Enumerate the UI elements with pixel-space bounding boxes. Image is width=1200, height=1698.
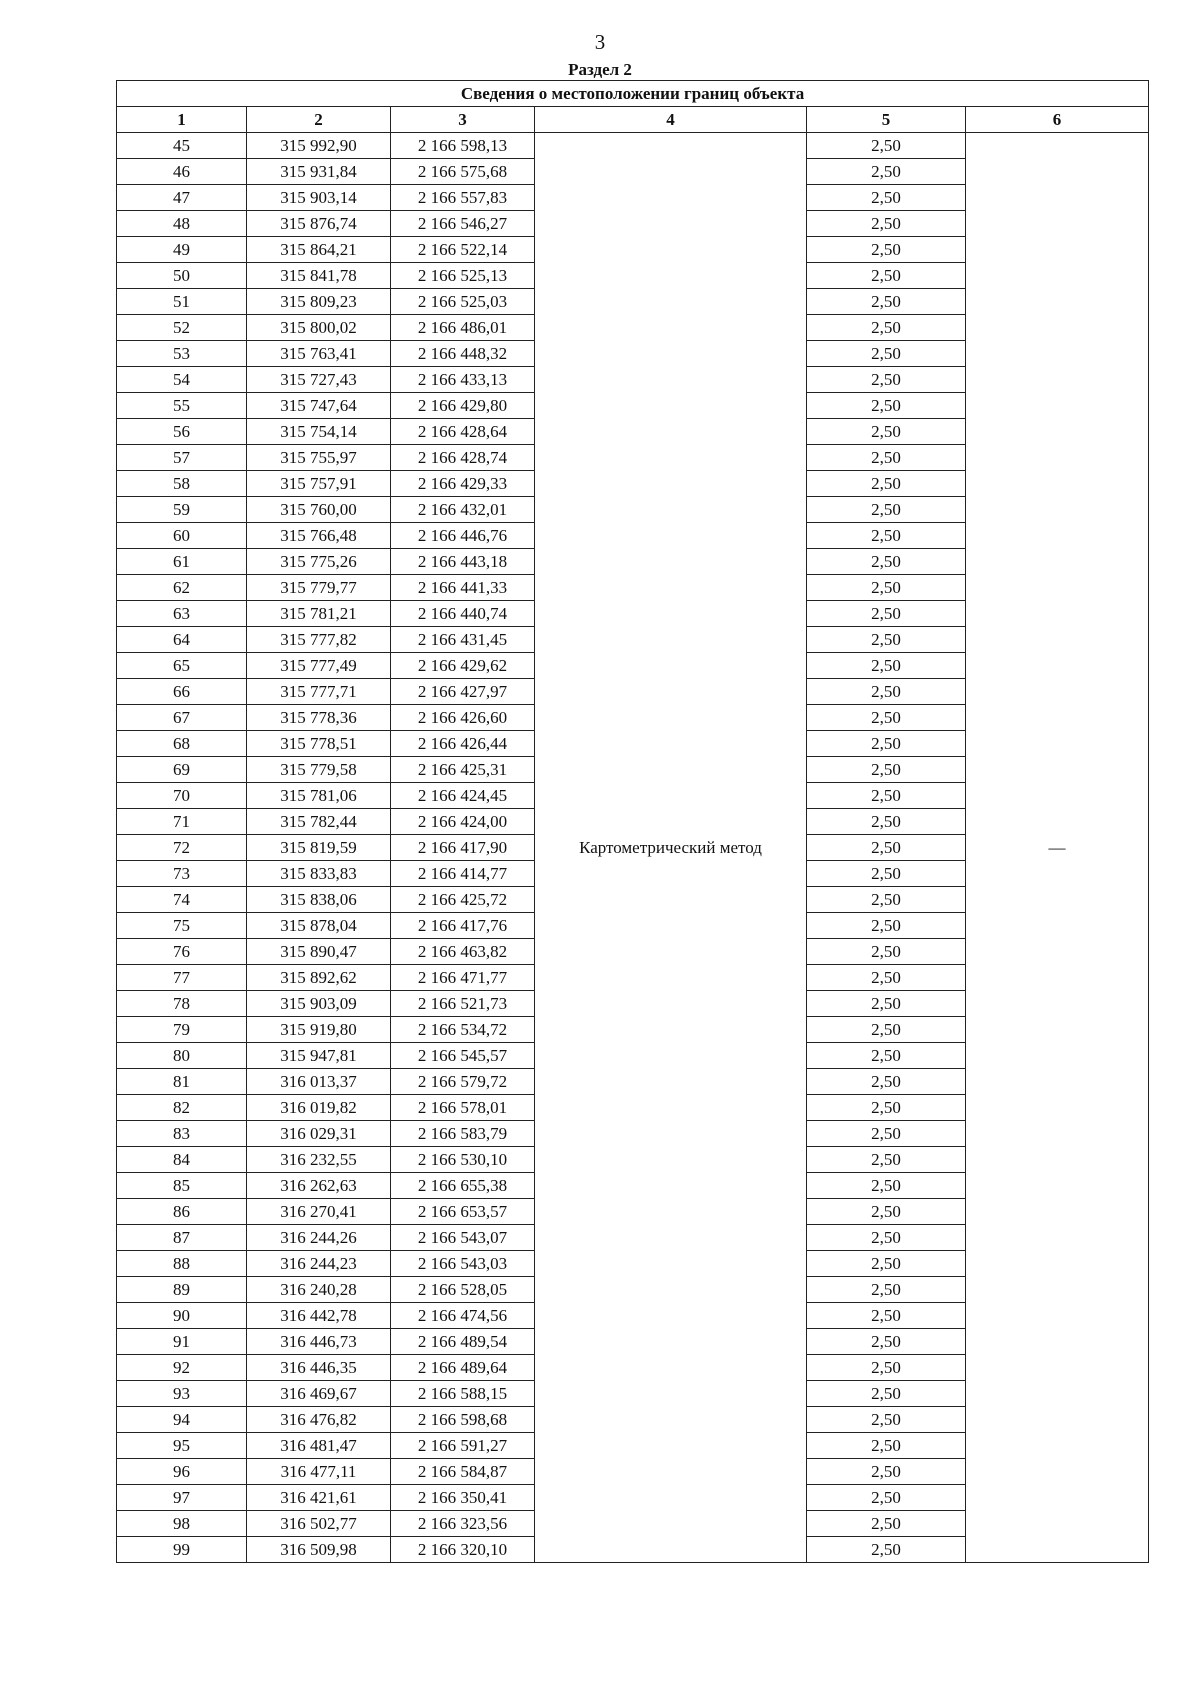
accuracy-cell: 2,50	[807, 133, 966, 159]
x-coordinate-cell: 315 760,00	[247, 497, 391, 523]
accuracy-cell: 2,50	[807, 1147, 966, 1173]
accuracy-cell: 2,50	[807, 965, 966, 991]
accuracy-cell: 2,50	[807, 159, 966, 185]
x-coordinate-cell: 316 270,41	[247, 1199, 391, 1225]
accuracy-cell: 2,50	[807, 913, 966, 939]
point-number-cell: 90	[117, 1303, 247, 1329]
accuracy-cell: 2,50	[807, 1121, 966, 1147]
point-number-cell: 59	[117, 497, 247, 523]
x-coordinate-cell: 315 763,41	[247, 341, 391, 367]
y-coordinate-cell: 2 166 528,05	[391, 1277, 535, 1303]
x-coordinate-cell: 316 019,82	[247, 1095, 391, 1121]
x-coordinate-cell: 316 509,98	[247, 1537, 391, 1563]
point-number-cell: 68	[117, 731, 247, 757]
point-number-cell: 97	[117, 1485, 247, 1511]
point-number-cell: 99	[117, 1537, 247, 1563]
accuracy-cell: 2,50	[807, 1069, 966, 1095]
point-number-cell: 53	[117, 341, 247, 367]
accuracy-cell: 2,50	[807, 575, 966, 601]
column-header: 6	[966, 107, 1149, 133]
x-coordinate-cell: 316 442,78	[247, 1303, 391, 1329]
accuracy-cell: 2,50	[807, 1043, 966, 1069]
point-number-cell: 72	[117, 835, 247, 861]
y-coordinate-cell: 2 166 579,72	[391, 1069, 535, 1095]
y-coordinate-cell: 2 166 463,82	[391, 939, 535, 965]
x-coordinate-cell: 315 864,21	[247, 237, 391, 263]
x-coordinate-cell: 315 947,81	[247, 1043, 391, 1069]
y-coordinate-cell: 2 166 441,33	[391, 575, 535, 601]
accuracy-cell: 2,50	[807, 393, 966, 419]
column-header: 2	[247, 107, 391, 133]
accuracy-cell: 2,50	[807, 1173, 966, 1199]
y-coordinate-cell: 2 166 575,68	[391, 159, 535, 185]
y-coordinate-cell: 2 166 545,57	[391, 1043, 535, 1069]
accuracy-cell: 2,50	[807, 991, 966, 1017]
x-coordinate-cell: 315 919,80	[247, 1017, 391, 1043]
accuracy-cell: 2,50	[807, 757, 966, 783]
x-coordinate-cell: 315 779,58	[247, 757, 391, 783]
y-coordinate-cell: 2 166 489,54	[391, 1329, 535, 1355]
table-header-row	[117, 107, 1149, 133]
y-coordinate-cell: 2 166 598,68	[391, 1407, 535, 1433]
x-coordinate-cell: 315 754,14	[247, 419, 391, 445]
point-number-cell: 67	[117, 705, 247, 731]
x-coordinate-cell: 315 903,09	[247, 991, 391, 1017]
y-coordinate-cell: 2 166 525,13	[391, 263, 535, 289]
boundary-table	[116, 80, 1149, 1563]
y-coordinate-cell: 2 166 426,60	[391, 705, 535, 731]
accuracy-cell: 2,50	[807, 835, 966, 861]
point-number-cell: 73	[117, 861, 247, 887]
x-coordinate-cell: 315 757,91	[247, 471, 391, 497]
point-number-cell: 66	[117, 679, 247, 705]
x-coordinate-cell: 316 262,63	[247, 1173, 391, 1199]
point-number-cell: 83	[117, 1121, 247, 1147]
y-coordinate-cell: 2 166 521,73	[391, 991, 535, 1017]
x-coordinate-cell: 316 421,61	[247, 1485, 391, 1511]
y-coordinate-cell: 2 166 427,97	[391, 679, 535, 705]
accuracy-cell: 2,50	[807, 445, 966, 471]
method-cell: Картометрический метод	[535, 133, 807, 1563]
accuracy-cell: 2,50	[807, 1277, 966, 1303]
x-coordinate-cell: 315 782,44	[247, 809, 391, 835]
point-number-cell: 86	[117, 1199, 247, 1225]
accuracy-cell: 2,50	[807, 705, 966, 731]
x-coordinate-cell: 315 833,83	[247, 861, 391, 887]
accuracy-cell: 2,50	[807, 887, 966, 913]
accuracy-cell: 2,50	[807, 497, 966, 523]
accuracy-cell: 2,50	[807, 471, 966, 497]
accuracy-cell: 2,50	[807, 367, 966, 393]
x-coordinate-cell: 315 876,74	[247, 211, 391, 237]
accuracy-cell: 2,50	[807, 549, 966, 575]
point-number-cell: 87	[117, 1225, 247, 1251]
point-number-cell: 55	[117, 393, 247, 419]
x-coordinate-cell: 315 890,47	[247, 939, 391, 965]
accuracy-cell: 2,50	[807, 237, 966, 263]
y-coordinate-cell: 2 166 424,45	[391, 783, 535, 809]
x-coordinate-cell: 315 931,84	[247, 159, 391, 185]
x-coordinate-cell: 316 244,23	[247, 1251, 391, 1277]
x-coordinate-cell: 315 800,02	[247, 315, 391, 341]
accuracy-cell: 2,50	[807, 1017, 966, 1043]
accuracy-cell: 2,50	[807, 627, 966, 653]
point-number-cell: 89	[117, 1277, 247, 1303]
point-number-cell: 64	[117, 627, 247, 653]
point-number-cell: 75	[117, 913, 247, 939]
y-coordinate-cell: 2 166 417,90	[391, 835, 535, 861]
accuracy-cell: 2,50	[807, 1329, 966, 1355]
y-coordinate-cell: 2 166 425,31	[391, 757, 535, 783]
y-coordinate-cell: 2 166 426,44	[391, 731, 535, 757]
point-number-cell: 82	[117, 1095, 247, 1121]
point-number-cell: 61	[117, 549, 247, 575]
y-coordinate-cell: 2 166 534,72	[391, 1017, 535, 1043]
x-coordinate-cell: 315 838,06	[247, 887, 391, 913]
x-coordinate-cell: 315 777,49	[247, 653, 391, 679]
x-coordinate-cell: 315 841,78	[247, 263, 391, 289]
y-coordinate-cell: 2 166 446,76	[391, 523, 535, 549]
point-number-cell: 76	[117, 939, 247, 965]
x-coordinate-cell: 315 777,71	[247, 679, 391, 705]
y-coordinate-cell: 2 166 350,41	[391, 1485, 535, 1511]
section-title: Раздел 2	[568, 60, 632, 79]
point-number-cell: 80	[117, 1043, 247, 1069]
point-number-cell: 57	[117, 445, 247, 471]
y-coordinate-cell: 2 166 448,32	[391, 341, 535, 367]
accuracy-cell: 2,50	[807, 601, 966, 627]
y-coordinate-cell: 2 166 653,57	[391, 1199, 535, 1225]
x-coordinate-cell: 315 819,59	[247, 835, 391, 861]
point-number-cell: 54	[117, 367, 247, 393]
accuracy-cell: 2,50	[807, 1199, 966, 1225]
point-number-cell: 49	[117, 237, 247, 263]
x-coordinate-cell: 315 778,51	[247, 731, 391, 757]
accuracy-cell: 2,50	[807, 1511, 966, 1537]
y-coordinate-cell: 2 166 425,72	[391, 887, 535, 913]
accuracy-cell: 2,50	[807, 1095, 966, 1121]
point-number-cell: 52	[117, 315, 247, 341]
x-coordinate-cell: 315 766,48	[247, 523, 391, 549]
accuracy-cell: 2,50	[807, 679, 966, 705]
y-coordinate-cell: 2 166 530,10	[391, 1147, 535, 1173]
point-number-cell: 91	[117, 1329, 247, 1355]
point-number-cell: 62	[117, 575, 247, 601]
y-coordinate-cell: 2 166 429,62	[391, 653, 535, 679]
x-coordinate-cell: 316 469,67	[247, 1381, 391, 1407]
y-coordinate-cell: 2 166 323,56	[391, 1511, 535, 1537]
x-coordinate-cell: 315 777,82	[247, 627, 391, 653]
accuracy-cell: 2,50	[807, 809, 966, 835]
column-6-cell: —	[966, 133, 1149, 1563]
column-header: 1	[117, 107, 247, 133]
page-number: 3	[594, 30, 606, 54]
y-coordinate-cell: 2 166 320,10	[391, 1537, 535, 1563]
point-number-cell: 74	[117, 887, 247, 913]
accuracy-cell: 2,50	[807, 861, 966, 887]
y-coordinate-cell: 2 166 584,87	[391, 1459, 535, 1485]
point-number-cell: 47	[117, 185, 247, 211]
x-coordinate-cell: 315 992,90	[247, 133, 391, 159]
x-coordinate-cell: 315 747,64	[247, 393, 391, 419]
y-coordinate-cell: 2 166 543,07	[391, 1225, 535, 1251]
point-number-cell: 60	[117, 523, 247, 549]
y-coordinate-cell: 2 166 417,76	[391, 913, 535, 939]
point-number-cell: 94	[117, 1407, 247, 1433]
point-number-cell: 81	[117, 1069, 247, 1095]
x-coordinate-cell: 316 481,47	[247, 1433, 391, 1459]
point-number-cell: 93	[117, 1381, 247, 1407]
x-coordinate-cell: 316 477,11	[247, 1459, 391, 1485]
accuracy-cell: 2,50	[807, 1251, 966, 1277]
y-coordinate-cell: 2 166 429,80	[391, 393, 535, 419]
x-coordinate-cell: 316 476,82	[247, 1407, 391, 1433]
y-coordinate-cell: 2 166 428,64	[391, 419, 535, 445]
accuracy-cell: 2,50	[807, 315, 966, 341]
point-number-cell: 85	[117, 1173, 247, 1199]
x-coordinate-cell: 316 232,55	[247, 1147, 391, 1173]
point-number-cell: 71	[117, 809, 247, 835]
y-coordinate-cell: 2 166 474,56	[391, 1303, 535, 1329]
point-number-cell: 51	[117, 289, 247, 315]
table-body	[117, 133, 1149, 1563]
x-coordinate-cell: 315 903,14	[247, 185, 391, 211]
y-coordinate-cell: 2 166 546,27	[391, 211, 535, 237]
y-coordinate-cell: 2 166 522,14	[391, 237, 535, 263]
y-coordinate-cell: 2 166 424,00	[391, 809, 535, 835]
point-number-cell: 46	[117, 159, 247, 185]
y-coordinate-cell: 2 166 440,74	[391, 601, 535, 627]
accuracy-cell: 2,50	[807, 1459, 966, 1485]
accuracy-cell: 2,50	[807, 289, 966, 315]
accuracy-cell: 2,50	[807, 523, 966, 549]
y-coordinate-cell: 2 166 578,01	[391, 1095, 535, 1121]
y-coordinate-cell: 2 166 431,45	[391, 627, 535, 653]
accuracy-cell: 2,50	[807, 1303, 966, 1329]
accuracy-cell: 2,50	[807, 263, 966, 289]
accuracy-cell: 2,50	[807, 1485, 966, 1511]
point-number-cell: 88	[117, 1251, 247, 1277]
y-coordinate-cell: 2 166 591,27	[391, 1433, 535, 1459]
accuracy-cell: 2,50	[807, 1407, 966, 1433]
x-coordinate-cell: 315 781,21	[247, 601, 391, 627]
y-coordinate-cell: 2 166 471,77	[391, 965, 535, 991]
point-number-cell: 96	[117, 1459, 247, 1485]
accuracy-cell: 2,50	[807, 1537, 966, 1563]
y-coordinate-cell: 2 166 655,38	[391, 1173, 535, 1199]
x-coordinate-cell: 316 240,28	[247, 1277, 391, 1303]
y-coordinate-cell: 2 166 543,03	[391, 1251, 535, 1277]
accuracy-cell: 2,50	[807, 653, 966, 679]
accuracy-cell: 2,50	[807, 341, 966, 367]
x-coordinate-cell: 315 778,36	[247, 705, 391, 731]
point-number-cell: 98	[117, 1511, 247, 1537]
x-coordinate-cell: 316 244,26	[247, 1225, 391, 1251]
point-number-cell: 79	[117, 1017, 247, 1043]
y-coordinate-cell: 2 166 443,18	[391, 549, 535, 575]
column-header: 5	[807, 107, 966, 133]
point-number-cell: 78	[117, 991, 247, 1017]
x-coordinate-cell: 315 892,62	[247, 965, 391, 991]
x-coordinate-cell: 315 755,97	[247, 445, 391, 471]
accuracy-cell: 2,50	[807, 939, 966, 965]
y-coordinate-cell: 2 166 429,33	[391, 471, 535, 497]
accuracy-cell: 2,50	[807, 1355, 966, 1381]
y-coordinate-cell: 2 166 433,13	[391, 367, 535, 393]
point-number-cell: 95	[117, 1433, 247, 1459]
y-coordinate-cell: 2 166 583,79	[391, 1121, 535, 1147]
point-number-cell: 69	[117, 757, 247, 783]
point-number-cell: 70	[117, 783, 247, 809]
y-coordinate-cell: 2 166 588,15	[391, 1381, 535, 1407]
point-number-cell: 65	[117, 653, 247, 679]
point-number-cell: 77	[117, 965, 247, 991]
x-coordinate-cell: 315 775,26	[247, 549, 391, 575]
accuracy-cell: 2,50	[807, 1225, 966, 1251]
y-coordinate-cell: 2 166 489,64	[391, 1355, 535, 1381]
x-coordinate-cell: 316 446,35	[247, 1355, 391, 1381]
point-number-cell: 45	[117, 133, 247, 159]
accuracy-cell: 2,50	[807, 185, 966, 211]
point-number-cell: 48	[117, 211, 247, 237]
y-coordinate-cell: 2 166 557,83	[391, 185, 535, 211]
x-coordinate-cell: 316 013,37	[247, 1069, 391, 1095]
column-header: 4	[535, 107, 807, 133]
point-number-cell: 92	[117, 1355, 247, 1381]
table-caption: Сведения о местоположении границ объекта	[117, 81, 1149, 107]
x-coordinate-cell: 316 029,31	[247, 1121, 391, 1147]
column-header: 3	[391, 107, 535, 133]
x-coordinate-cell: 315 809,23	[247, 289, 391, 315]
x-coordinate-cell: 316 502,77	[247, 1511, 391, 1537]
x-coordinate-cell: 315 781,06	[247, 783, 391, 809]
y-coordinate-cell: 2 166 486,01	[391, 315, 535, 341]
point-number-cell: 58	[117, 471, 247, 497]
y-coordinate-cell: 2 166 414,77	[391, 861, 535, 887]
x-coordinate-cell: 315 727,43	[247, 367, 391, 393]
table-caption-row	[117, 81, 1149, 107]
table-row	[117, 133, 1149, 159]
x-coordinate-cell: 315 878,04	[247, 913, 391, 939]
y-coordinate-cell: 2 166 428,74	[391, 445, 535, 471]
accuracy-cell: 2,50	[807, 783, 966, 809]
x-coordinate-cell: 316 446,73	[247, 1329, 391, 1355]
y-coordinate-cell: 2 166 432,01	[391, 497, 535, 523]
point-number-cell: 50	[117, 263, 247, 289]
point-number-cell: 63	[117, 601, 247, 627]
point-number-cell: 56	[117, 419, 247, 445]
accuracy-cell: 2,50	[807, 731, 966, 757]
accuracy-cell: 2,50	[807, 1381, 966, 1407]
point-number-cell: 84	[117, 1147, 247, 1173]
y-coordinate-cell: 2 166 525,03	[391, 289, 535, 315]
accuracy-cell: 2,50	[807, 1433, 966, 1459]
y-coordinate-cell: 2 166 598,13	[391, 133, 535, 159]
accuracy-cell: 2,50	[807, 211, 966, 237]
accuracy-cell: 2,50	[807, 419, 966, 445]
x-coordinate-cell: 315 779,77	[247, 575, 391, 601]
